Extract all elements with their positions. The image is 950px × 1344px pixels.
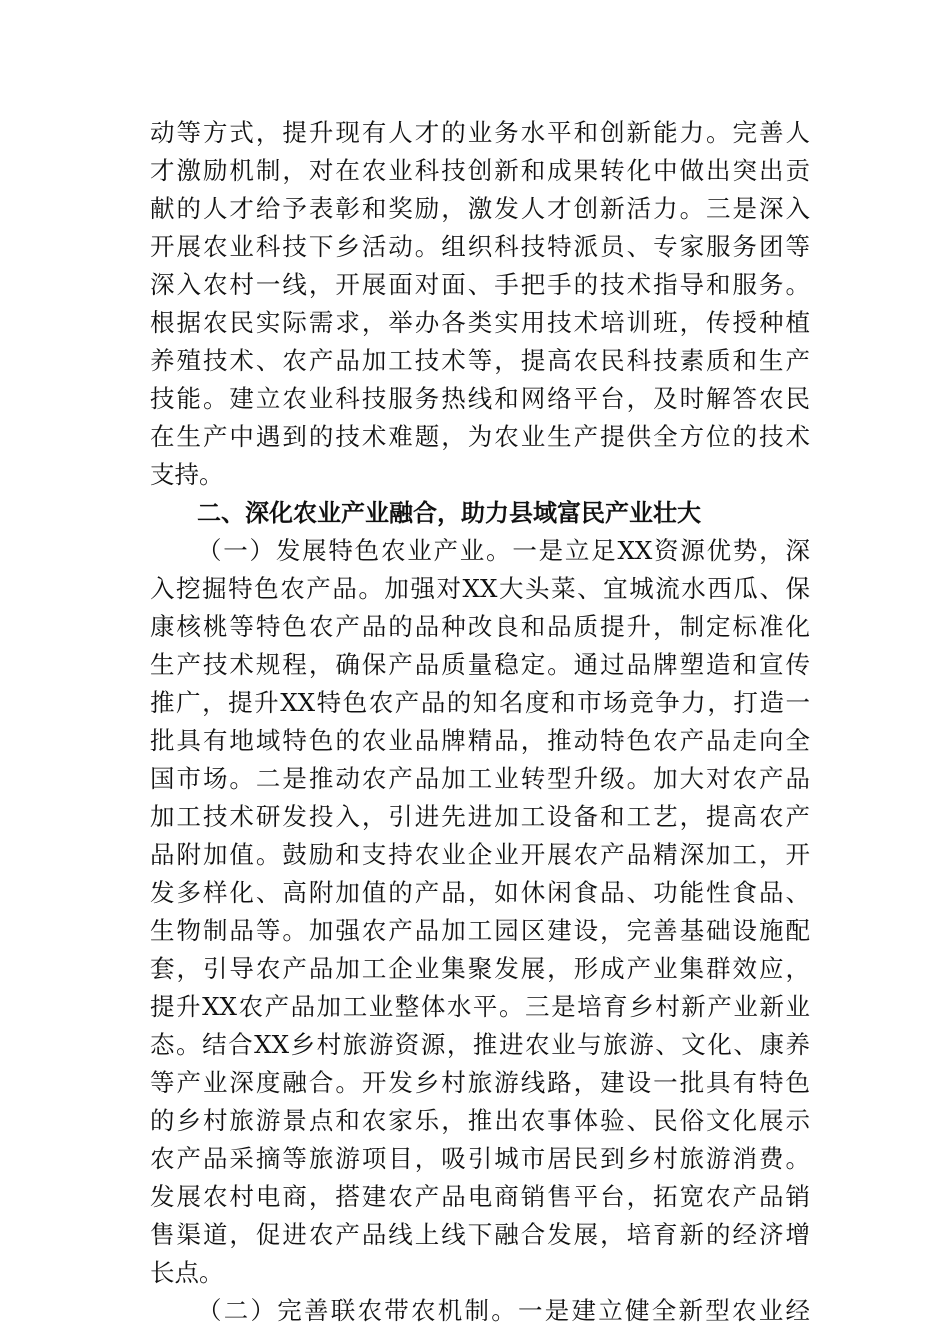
body-text-line: 支持。 <box>150 460 224 489</box>
subsection-first-line: （一）发展特色农业产业。一是立足XX资源优势，深 <box>197 536 810 565</box>
body-text-line: 发多样化、高附加值的产品，如休闲食品、功能性食品、 <box>150 878 810 907</box>
body-text-line: 动等方式，提升现有人才的业务水平和创新能力。完善人 <box>150 118 810 147</box>
body-text-line: 养殖技术、农产品加工技术等，提高农民科技素质和生产 <box>150 346 810 375</box>
body-text-line: 批具有地域特色的农业品牌精品，推动特色农产品走向全 <box>150 726 810 755</box>
body-text-line: 才激励机制，对在农业科技创新和成果转化中做出突出贡 <box>150 156 810 185</box>
body-text-line: 的乡村旅游景点和农家乐，推出农事体验、民俗文化展示 <box>150 1106 810 1135</box>
body-text-line: 加工技术研发投入，引进先进加工设备和工艺，提高农产 <box>150 802 810 831</box>
body-text-line: 开展农业科技下乡活动。组织科技特派员、专家服务团等 <box>150 232 810 261</box>
body-text-line: 深入农村一线，开展面对面、手把手的技术指导和服务。 <box>150 270 810 299</box>
body-text-line: 康核桃等特色农产品的品种改良和品质提升，制定标准化 <box>150 612 810 641</box>
body-text-line: 提升XX农产品加工业整体水平。三是培育乡村新产业新业 <box>150 992 810 1021</box>
subsection-first-line: （二）完善联农带农机制。一是建立健全新型农业经 <box>197 1296 810 1325</box>
body-text-line: 售渠道，促进农产品线上线下融合发展，培育新的经济增 <box>150 1220 810 1249</box>
body-text-line: 品附加值。鼓励和支持农业企业开展农产品精深加工，开 <box>150 840 810 869</box>
body-text-line: 根据农民实际需求，举办各类实用技术培训班，传授种植 <box>150 308 810 337</box>
body-text-line: 发展农村电商，搭建农产品电商销售平台，拓宽农产品销 <box>150 1182 810 1211</box>
body-text-line: 国市场。二是推动农产品加工业转型升级。加大对农产品 <box>150 764 810 793</box>
body-text-line: 生产技术规程，确保产品质量稳定。通过品牌塑造和宣传 <box>150 650 810 679</box>
body-text-line: 在生产中遇到的技术难题，为农业生产提供全方位的技术 <box>150 422 810 451</box>
section-heading: 二、深化农业产业融合，助力县域富民产业壮大 <box>197 499 701 527</box>
body-text-line: 长点。 <box>150 1258 224 1287</box>
body-text-line: 推广，提升XX特色农产品的知名度和市场竞争力，打造一 <box>150 688 810 717</box>
body-text-line: 等产业深度融合。开发乡村旅游线路，建设一批具有特色 <box>150 1068 810 1097</box>
body-text-line: 态。结合XX乡村旅游资源，推进农业与旅游、文化、康养 <box>150 1030 810 1059</box>
body-text-line: 农产品采摘等旅游项目，吸引城市居民到乡村旅游消费。 <box>150 1144 810 1173</box>
body-text-line: 生物制品等。加强农产品加工园区建设，完善基础设施配 <box>150 916 810 945</box>
body-text-line: 入挖掘特色农产品。加强对XX大头菜、宜城流水西瓜、保 <box>150 574 810 603</box>
body-text-line: 技能。建立农业科技服务热线和网络平台，及时解答农民 <box>150 384 810 413</box>
body-text-line: 献的人才给予表彰和奖励，激发人才创新活力。三是深入 <box>150 194 810 223</box>
body-text-line: 套，引导农产品加工企业集聚发展，形成产业集群效应， <box>150 954 810 983</box>
